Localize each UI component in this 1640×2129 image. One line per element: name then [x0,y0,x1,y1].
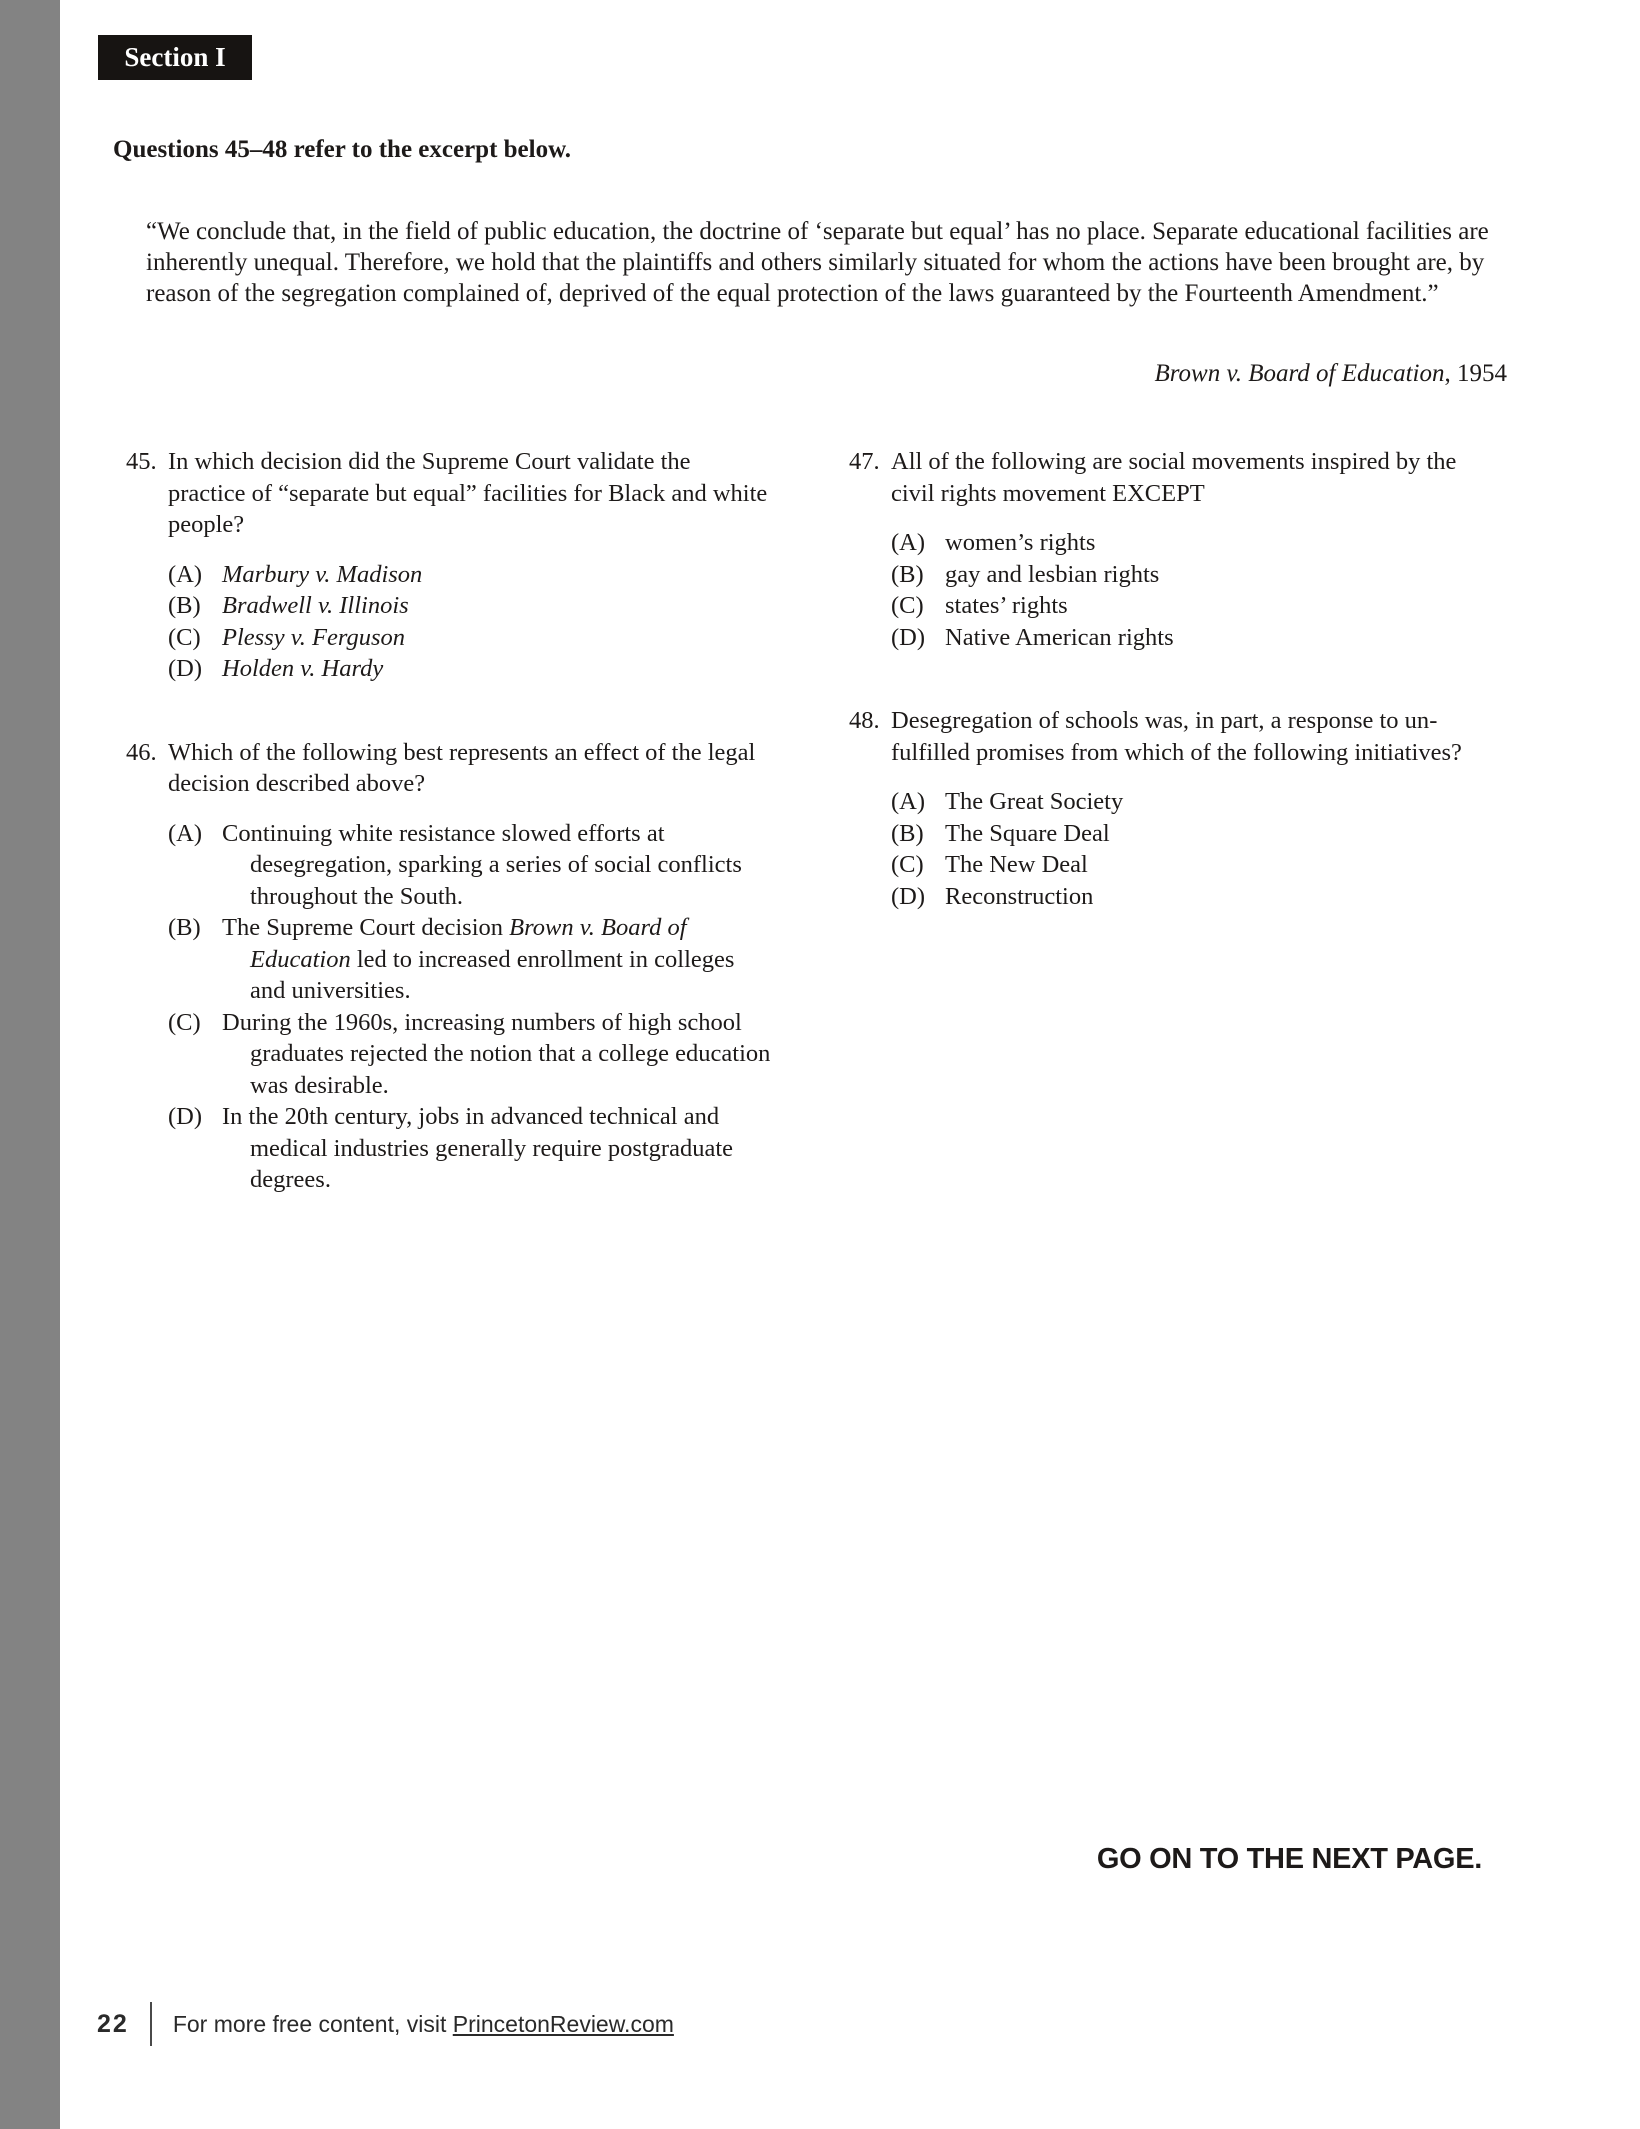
choice-text: Plessy v. Ferguson [222,623,406,651]
choice-row-B [168,590,774,622]
choice-text: Native American rights [945,623,1174,651]
choice-text: Marbury v. Madison [222,560,423,588]
instructions-heading: Questions 45–48 refer to the excerpt below. [113,136,572,163]
question-46 [126,737,774,1196]
go-on-notice: GO ON TO THE NEXT PAGE. [1096,1843,1482,1875]
choice-row-D [168,1101,774,1196]
choice-text: During the 1960s, increasing numbers of high school graduates rejected the notion that a college education was desirable. [222,1008,771,1099]
choice-row-A [891,786,1497,818]
left-gray-bar [0,0,60,2129]
choice-row-C [168,622,774,654]
choice-row-D [168,653,774,685]
choice-text: Holden v. Hardy [222,655,384,682]
choice-letter: (D) [168,1103,203,1130]
choice-letter: (B) [168,914,201,941]
choice-letter: (A) [168,560,203,588]
choice-text: women’s rights [945,529,1096,556]
footer-link[interactable]: PrincetonReview.com [452,2010,674,2037]
choice-text: Continuing white resistance slowed efforts at desegregation, sparking a series of social conflicts throughout the South. [222,819,742,910]
choice-row-D [891,881,1497,913]
choice-text: Reconstruction [945,882,1094,910]
questions-column-right [849,446,1497,1248]
question-47 [849,446,1497,653]
choice-text: The Great Society [945,788,1124,815]
choice-letter: (C) [891,851,924,878]
choice-text: In the 20th century, jobs in advanced technical and medical industries generally require postgraduate degrees. [222,1103,734,1193]
section-badge-label: Section I [124,42,226,72]
choice-text: The New Deal [945,851,1088,878]
question-stem: In which decision did the Supreme Court validate the practice of “separate but equal” facilities for Black and white people? [168,448,768,538]
question-body [891,446,1497,653]
choice-letter: (A) [891,529,926,556]
choice-row-B [891,559,1497,591]
choice-letter: (B) [168,592,201,619]
question-stem: Desegregation of schools was, in part, a response to unfulfilled promises from which of the following initiatives? [891,707,1462,766]
question-number: 48. [849,707,880,734]
choice-row-A [168,818,774,913]
choice-letter: (D) [891,882,926,910]
question-number: 45. [126,448,157,475]
choice-letter: (D) [891,623,926,651]
choice-text: The Supreme Court decision Brown v. Board of Education led to increased enrollment in colleges and universities. [222,914,735,1004]
choice-text: states’ rights [945,592,1068,619]
question-48 [849,705,1497,912]
choice-letter: (C) [891,592,924,619]
choice-letter: (C) [168,1008,201,1036]
question-stem: All of the following are social movements inspired by the civil rights movement EXCEPT [891,448,1457,507]
page-footer [97,2002,674,2046]
choice-row-A [891,527,1497,559]
choice-letter: (B) [891,560,924,588]
choice-letter: (D) [168,655,203,682]
choice-row-C [891,590,1497,622]
choice-text: The Square Deal [945,819,1110,847]
excerpt-attribution: Brown v. Board of Education, 1954 [1154,360,1507,387]
choice-letter: (A) [891,788,926,815]
section-badge [98,35,252,80]
question-body [168,446,774,685]
page-number: 22 [97,2009,129,2038]
choice-text: Bradwell v. Illinois [222,592,409,619]
question-body [891,705,1497,912]
question-stem: Which of the following best represents an effect of the legal decision described above? [168,738,756,797]
footer-text-prefix: For more free content, visit [172,2010,453,2037]
choice-row-D [891,622,1497,654]
choice-letter: (B) [891,819,924,847]
choice-letter: (A) [168,819,203,847]
choice-row-A [168,559,774,591]
choice-row-B [168,912,774,1007]
questions-column-left [126,446,774,1248]
choice-row-C [891,849,1497,881]
excerpt-text: “We conclude that, in the field of public education, the doctrine of ‘separate but equal’ has no place. Separate educational facilities are inherently unequal. Therefore, we hold that the plaintiffs and others similarly situated for whom the actions have been brought are, by reason of the segregation complained of, deprived of the equal protection of the laws guaranteed by the Fourteenth Amendment.” [146,218,1489,307]
footer-divider [150,2002,152,2046]
choice-row-B [891,818,1497,850]
questions-area [126,446,1497,1248]
question-45 [126,446,774,685]
footer-text [173,2011,674,2038]
choice-row-C [168,1007,774,1102]
question-number: 47. [849,448,880,475]
question-body [168,737,774,1196]
question-number: 46. [126,738,157,766]
choice-text: gay and lesbian rights [945,560,1160,588]
choice-letter: (C) [168,623,201,651]
